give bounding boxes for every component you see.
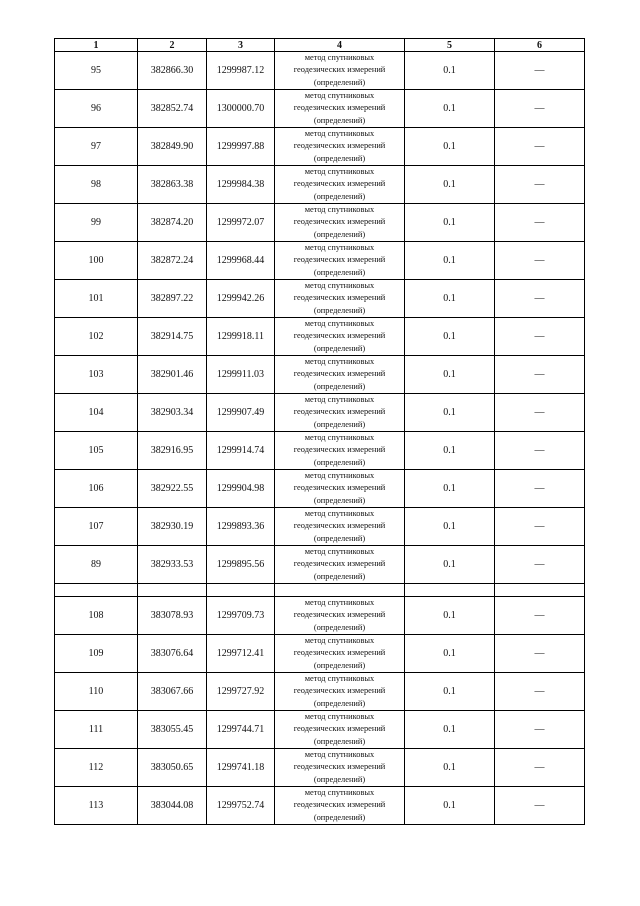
accuracy-cell: 0.1 — [405, 787, 495, 825]
method-cell: метод спутниковых геодезических измерений (определений) — [275, 470, 405, 508]
accuracy-cell: 0.1 — [405, 280, 495, 318]
point-number-cell: 101 — [55, 280, 138, 318]
coordinate-y-cell: 1299904.98 — [207, 470, 275, 508]
method-cell: метод спутниковых геодезических измерений (определений) — [275, 635, 405, 673]
method-cell: метод спутниковых геодезических измерений (определений) — [275, 318, 405, 356]
coordinate-y-cell: 1299727.92 — [207, 673, 275, 711]
coordinate-y-cell: 1299712.41 — [207, 635, 275, 673]
coordinate-x-cell: 382922.55 — [138, 470, 207, 508]
table-row — [55, 508, 585, 546]
method-cell: метод спутниковых геодезических измерений (определений) — [275, 508, 405, 546]
note-cell: — — [495, 356, 585, 394]
point-number-cell: 98 — [55, 166, 138, 204]
note-cell: — — [495, 635, 585, 673]
coordinate-y-cell: 1299942.26 — [207, 280, 275, 318]
table-row — [55, 318, 585, 356]
note-cell: — — [495, 280, 585, 318]
table-separator-row — [55, 584, 585, 597]
method-cell: метод спутниковых геодезических измерений (определений) — [275, 787, 405, 825]
coordinate-x-cell: 383067.66 — [138, 673, 207, 711]
accuracy-cell: 0.1 — [405, 546, 495, 584]
accuracy-cell: 0.1 — [405, 242, 495, 280]
table-row — [55, 597, 585, 635]
accuracy-cell: 0.1 — [405, 356, 495, 394]
note-cell: — — [495, 673, 585, 711]
point-number-cell: 106 — [55, 470, 138, 508]
method-cell: метод спутниковых геодезических измерений (определений) — [275, 166, 405, 204]
point-number-cell: 95 — [55, 52, 138, 90]
empty-cell — [55, 584, 138, 597]
coordinate-y-cell: 1299972.07 — [207, 204, 275, 242]
coordinate-y-cell: 1299893.36 — [207, 508, 275, 546]
table-body — [55, 52, 585, 825]
note-cell: — — [495, 204, 585, 242]
point-number-cell: 99 — [55, 204, 138, 242]
note-cell: — — [495, 166, 585, 204]
method-cell: метод спутниковых геодезических измерений (определений) — [275, 711, 405, 749]
note-cell: — — [495, 597, 585, 635]
accuracy-cell: 0.1 — [405, 52, 495, 90]
coordinate-x-cell: 382933.53 — [138, 546, 207, 584]
accuracy-cell: 0.1 — [405, 635, 495, 673]
note-cell: — — [495, 508, 585, 546]
column-header-2: 2 — [138, 39, 207, 52]
point-number-cell: 111 — [55, 711, 138, 749]
table-row — [55, 470, 585, 508]
method-cell: метод спутниковых геодезических измерений (определений) — [275, 546, 405, 584]
table-row — [55, 546, 585, 584]
table-row — [55, 90, 585, 128]
method-cell: метод спутниковых геодезических измерений (определений) — [275, 52, 405, 90]
coordinate-x-cell: 383044.08 — [138, 787, 207, 825]
method-cell: метод спутниковых геодезических измерений (определений) — [275, 673, 405, 711]
table-row — [55, 242, 585, 280]
table-header-row — [55, 39, 585, 52]
coordinate-x-cell: 382903.34 — [138, 394, 207, 432]
point-number-cell: 112 — [55, 749, 138, 787]
coordinate-y-cell: 1299918.11 — [207, 318, 275, 356]
note-cell: — — [495, 318, 585, 356]
coordinate-x-cell: 382916.95 — [138, 432, 207, 470]
accuracy-cell: 0.1 — [405, 432, 495, 470]
point-number-cell: 97 — [55, 128, 138, 166]
coordinate-y-cell: 1299911.03 — [207, 356, 275, 394]
coordinate-x-cell: 383050.65 — [138, 749, 207, 787]
coordinate-y-cell: 1299968.44 — [207, 242, 275, 280]
coordinate-x-cell: 383076.64 — [138, 635, 207, 673]
coordinate-y-cell: 1299997.88 — [207, 128, 275, 166]
note-cell: — — [495, 52, 585, 90]
accuracy-cell: 0.1 — [405, 318, 495, 356]
table-row — [55, 673, 585, 711]
note-cell: — — [495, 432, 585, 470]
note-cell: — — [495, 711, 585, 749]
accuracy-cell: 0.1 — [405, 508, 495, 546]
coordinate-x-cell: 382901.46 — [138, 356, 207, 394]
accuracy-cell: 0.1 — [405, 166, 495, 204]
table-row — [55, 356, 585, 394]
empty-cell — [495, 584, 585, 597]
method-cell: метод спутниковых геодезических измерений (определений) — [275, 356, 405, 394]
method-cell: метод спутниковых геодезических измерений (определений) — [275, 204, 405, 242]
method-cell: метод спутниковых геодезических измерений (определений) — [275, 394, 405, 432]
point-number-cell: 104 — [55, 394, 138, 432]
empty-cell — [405, 584, 495, 597]
empty-cell — [207, 584, 275, 597]
column-header-3: 3 — [207, 39, 275, 52]
coordinate-x-cell: 382852.74 — [138, 90, 207, 128]
coordinate-y-cell: 1299984.38 — [207, 166, 275, 204]
table-row — [55, 166, 585, 204]
table-row — [55, 635, 585, 673]
coordinate-y-cell: 1299914.74 — [207, 432, 275, 470]
coordinate-y-cell: 1300000.70 — [207, 90, 275, 128]
coordinate-y-cell: 1299744.71 — [207, 711, 275, 749]
point-number-cell: 96 — [55, 90, 138, 128]
method-cell: метод спутниковых геодезических измерений (определений) — [275, 128, 405, 166]
accuracy-cell: 0.1 — [405, 394, 495, 432]
point-number-cell: 113 — [55, 787, 138, 825]
coordinate-y-cell: 1299907.49 — [207, 394, 275, 432]
coordinate-y-cell: 1299752.74 — [207, 787, 275, 825]
column-header-5: 5 — [405, 39, 495, 52]
point-number-cell: 108 — [55, 597, 138, 635]
method-cell: метод спутниковых геодезических измерений (определений) — [275, 597, 405, 635]
point-number-cell: 110 — [55, 673, 138, 711]
coordinate-x-cell: 383055.45 — [138, 711, 207, 749]
method-cell: метод спутниковых геодезических измерений (определений) — [275, 432, 405, 470]
table-row — [55, 432, 585, 470]
coordinate-x-cell: 382866.30 — [138, 52, 207, 90]
accuracy-cell: 0.1 — [405, 673, 495, 711]
method-cell: метод спутниковых геодезических измерений (определений) — [275, 749, 405, 787]
accuracy-cell: 0.1 — [405, 90, 495, 128]
coordinate-x-cell: 382930.19 — [138, 508, 207, 546]
column-header-4: 4 — [275, 39, 405, 52]
method-cell: метод спутниковых геодезических измерений (определений) — [275, 90, 405, 128]
note-cell: — — [495, 242, 585, 280]
coordinate-x-cell: 382872.24 — [138, 242, 207, 280]
column-header-6: 6 — [495, 39, 585, 52]
table-row — [55, 787, 585, 825]
coordinate-x-cell: 382914.75 — [138, 318, 207, 356]
coordinate-y-cell: 1299895.56 — [207, 546, 275, 584]
table-row — [55, 204, 585, 242]
table-row — [55, 52, 585, 90]
point-number-cell: 100 — [55, 242, 138, 280]
accuracy-cell: 0.1 — [405, 749, 495, 787]
coordinate-x-cell: 382863.38 — [138, 166, 207, 204]
coordinate-x-cell: 382897.22 — [138, 280, 207, 318]
point-number-cell: 102 — [55, 318, 138, 356]
coordinates-table — [54, 38, 585, 825]
method-cell: метод спутниковых геодезических измерений (определений) — [275, 242, 405, 280]
table-row — [55, 711, 585, 749]
empty-cell — [138, 584, 207, 597]
note-cell: — — [495, 787, 585, 825]
table-row — [55, 128, 585, 166]
accuracy-cell: 0.1 — [405, 470, 495, 508]
note-cell: — — [495, 394, 585, 432]
accuracy-cell: 0.1 — [405, 128, 495, 166]
coordinate-x-cell: 382874.20 — [138, 204, 207, 242]
note-cell: — — [495, 546, 585, 584]
point-number-cell: 89 — [55, 546, 138, 584]
method-cell: метод спутниковых геодезических измерений (определений) — [275, 280, 405, 318]
note-cell: — — [495, 128, 585, 166]
note-cell: — — [495, 749, 585, 787]
note-cell: — — [495, 90, 585, 128]
accuracy-cell: 0.1 — [405, 597, 495, 635]
table-row — [55, 394, 585, 432]
point-number-cell: 107 — [55, 508, 138, 546]
point-number-cell: 103 — [55, 356, 138, 394]
point-number-cell: 109 — [55, 635, 138, 673]
coordinate-y-cell: 1299709.73 — [207, 597, 275, 635]
accuracy-cell: 0.1 — [405, 711, 495, 749]
coordinate-y-cell: 1299987.12 — [207, 52, 275, 90]
accuracy-cell: 0.1 — [405, 204, 495, 242]
coordinate-y-cell: 1299741.18 — [207, 749, 275, 787]
empty-cell — [275, 584, 405, 597]
column-header-1: 1 — [55, 39, 138, 52]
table-row — [55, 749, 585, 787]
point-number-cell: 105 — [55, 432, 138, 470]
coordinate-x-cell: 382849.90 — [138, 128, 207, 166]
table-row — [55, 280, 585, 318]
coordinate-x-cell: 383078.93 — [138, 597, 207, 635]
note-cell: — — [495, 470, 585, 508]
